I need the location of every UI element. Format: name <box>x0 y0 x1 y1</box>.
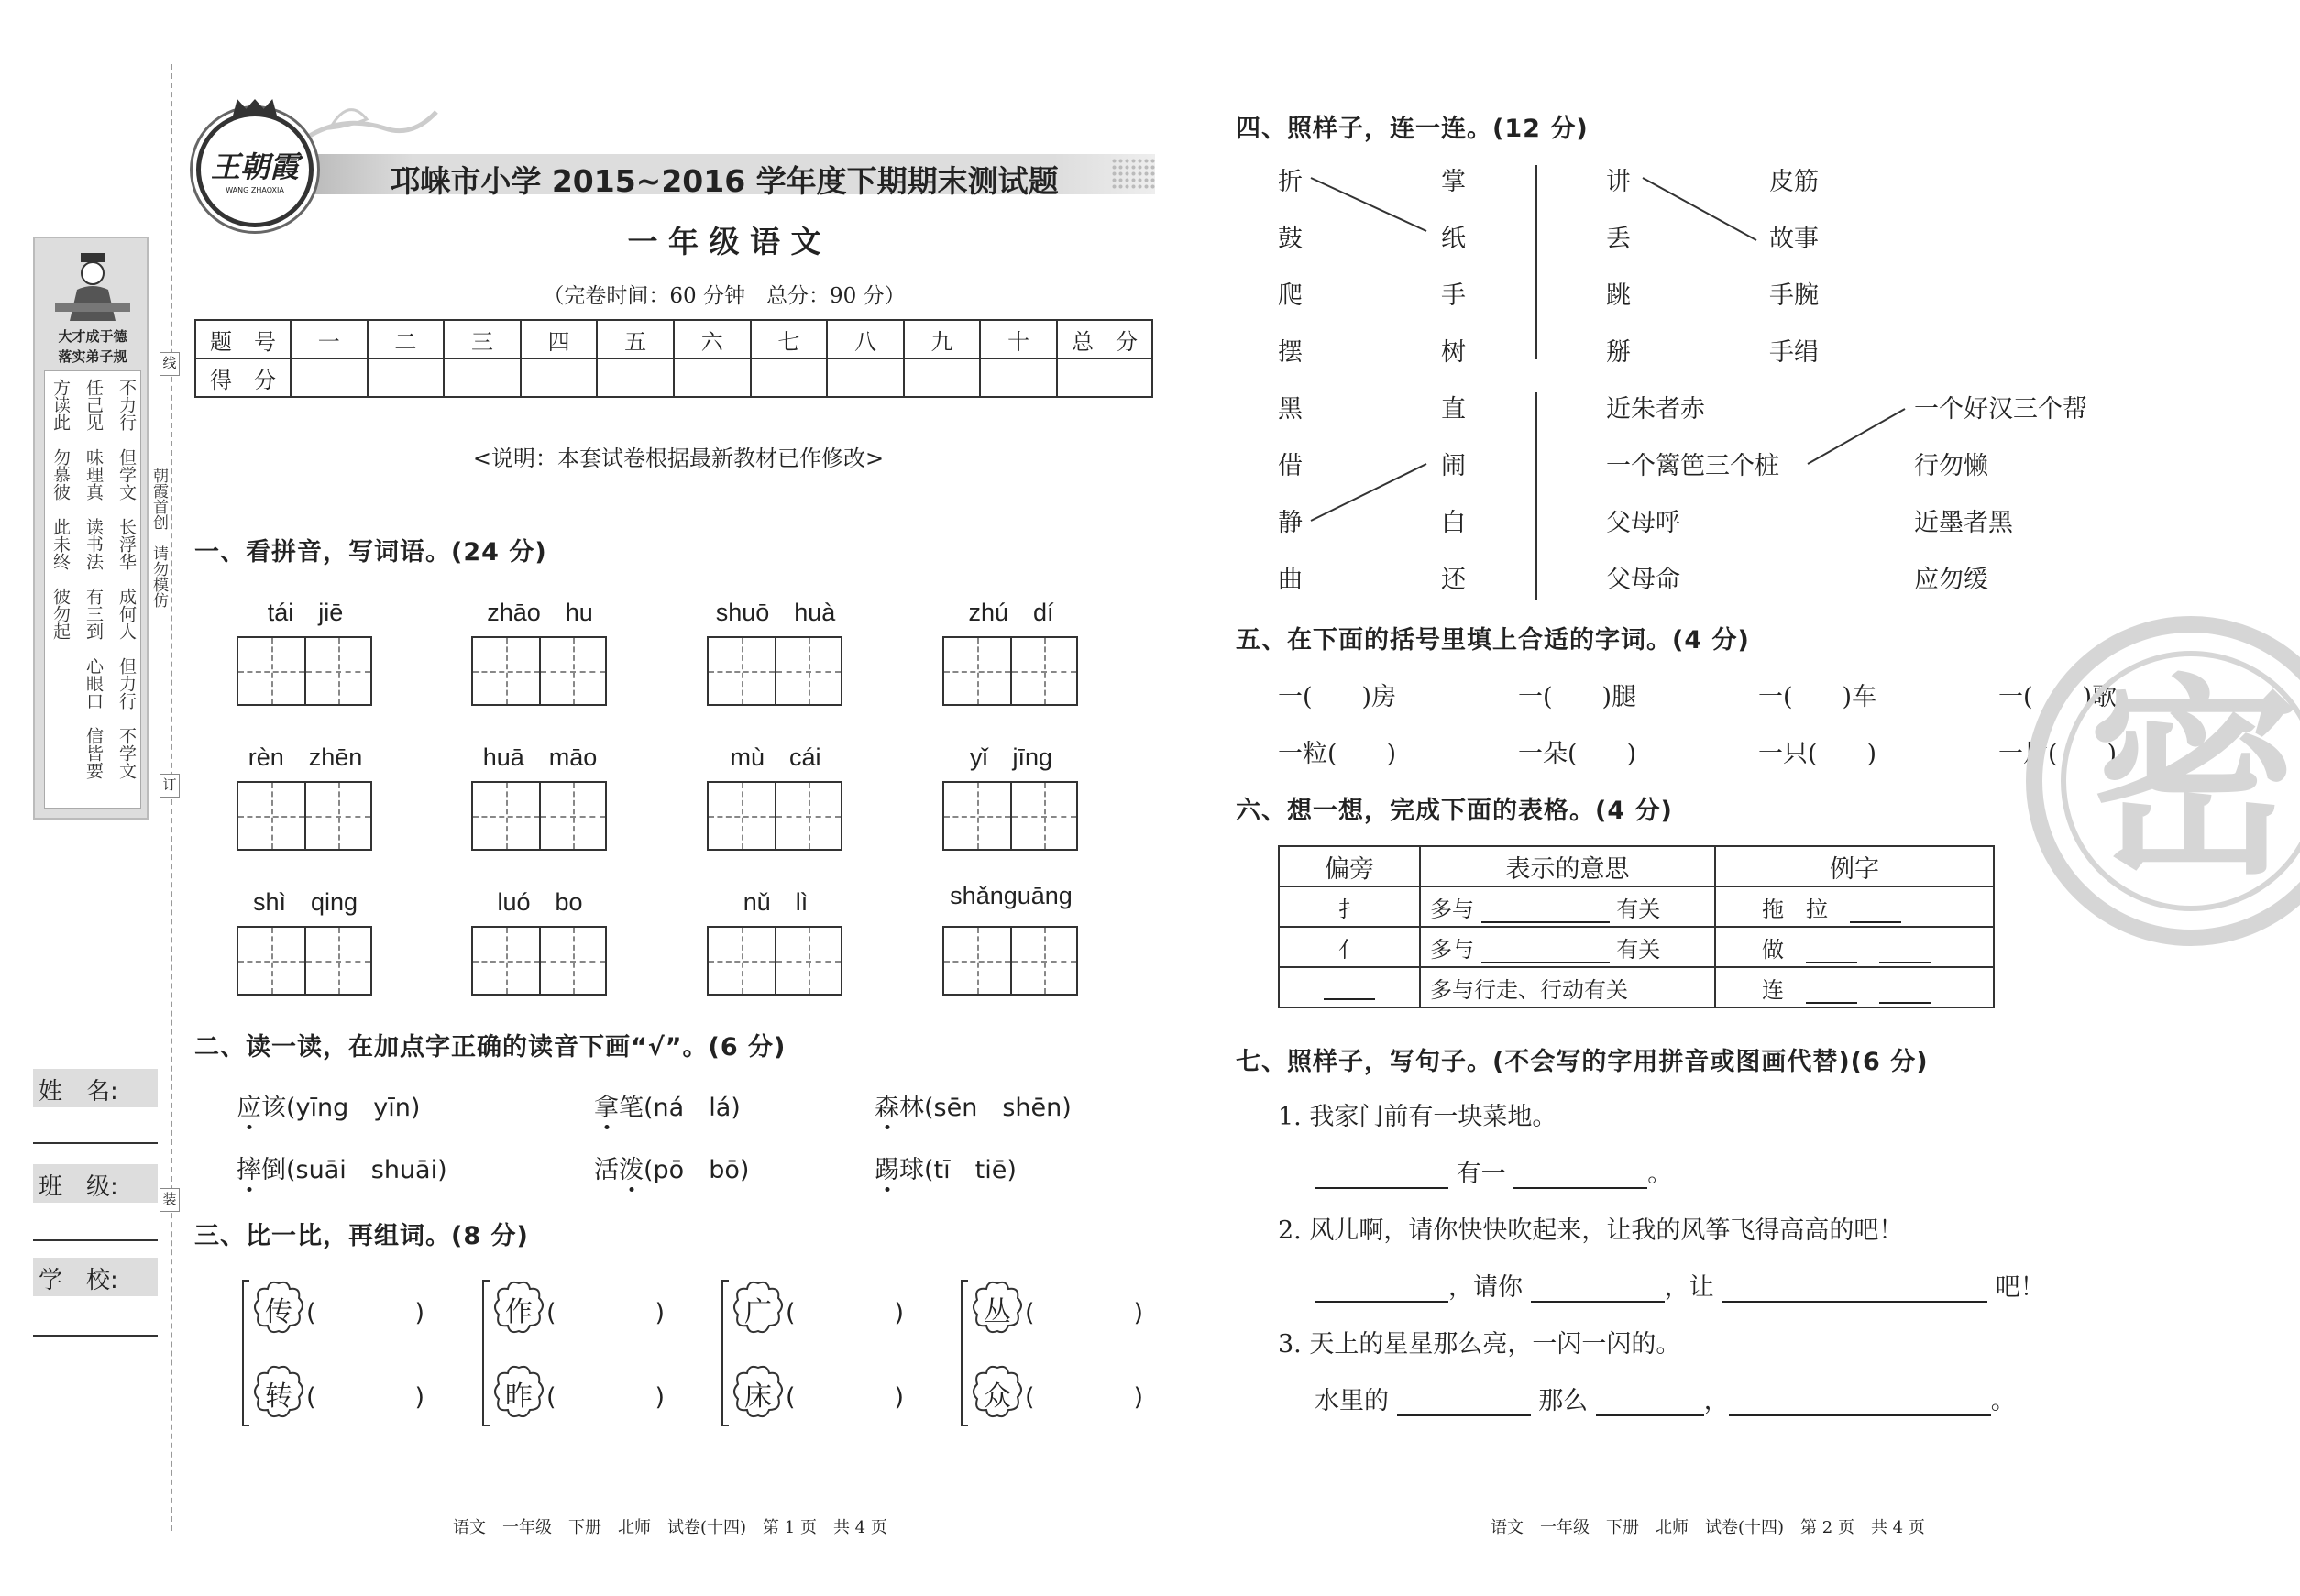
match-item[interactable]: 闹 <box>1441 452 1466 480</box>
q7-blank[interactable] <box>1722 1279 1987 1303</box>
compare-char: 昨 <box>505 1381 533 1413</box>
measure-word-item[interactable]: 一粒( ) <box>1278 740 1397 768</box>
score-entry-cell[interactable] <box>291 358 368 397</box>
motto-panel <box>33 237 149 820</box>
word-answer-paren[interactable]: ( ) <box>1025 1383 1144 1412</box>
compare-char: 丛 <box>984 1296 1011 1328</box>
pinyin-options[interactable]: 该(yīng yīn) <box>261 1094 421 1122</box>
writing-grid-cell[interactable] <box>1010 928 1076 994</box>
q6-header-meaning: 表示的意思 <box>1420 846 1715 886</box>
writing-grid-cell[interactable] <box>539 928 605 994</box>
score-table-header-cell: 四 <box>521 320 598 358</box>
writing-grid-cell[interactable] <box>304 638 370 704</box>
writing-grid-cell[interactable] <box>944 783 1010 849</box>
q4-divider-top <box>1535 165 1537 359</box>
match-item[interactable]: 直 <box>1441 395 1466 424</box>
score-table-header-cell: 九 <box>904 320 981 358</box>
q4-divider-bottom <box>1535 392 1537 600</box>
q7-sentence-2: 2. 风儿啊，请你快快吹起来，让我的风筝飞得高高的吧！ <box>1278 1216 1904 1245</box>
q5-title: 五、在下面的括号里填上合适的字词。(4 分) <box>1236 626 1750 655</box>
dotted-char: 拿 <box>594 1094 619 1122</box>
match-item[interactable]: 手绢 <box>1769 338 1819 367</box>
q4-line-zhe-zhi <box>1311 178 1426 231</box>
match-item[interactable]: 借 <box>1278 452 1303 480</box>
writing-grid-cell[interactable] <box>709 783 775 849</box>
writing-grid[interactable] <box>237 781 372 851</box>
score-entry-cell[interactable] <box>1057 358 1152 397</box>
measure-word-item[interactable]: 一( )车 <box>1758 683 1877 711</box>
footer-left: 语文 一年级 下册 北师 试卷(十四) 第 1 页 共 4 页 <box>453 1518 887 1537</box>
q6-table <box>1278 845 1995 1008</box>
writing-grid-cell[interactable] <box>775 783 841 849</box>
motto-column-3: 不力行 但学文 长浮华 成何人 但力行 不学文 <box>116 379 137 779</box>
q7-blank[interactable] <box>1397 1392 1531 1416</box>
word-answer-paren[interactable]: ( ) <box>306 1299 425 1327</box>
writing-grid-cell[interactable] <box>709 928 775 994</box>
score-table <box>194 319 1153 398</box>
measure-word-item[interactable]: 一朵( ) <box>1518 740 1637 768</box>
logo-text: 王朝霞 <box>210 149 299 184</box>
match-item[interactable]: 行勿懒 <box>1914 452 1988 480</box>
match-item[interactable]: 手腕 <box>1769 281 1819 310</box>
match-item[interactable]: 掌 <box>1441 168 1466 196</box>
pinyin-options[interactable]: 笔(ná lá) <box>619 1094 741 1122</box>
writing-grid[interactable] <box>237 636 372 706</box>
motto-column-2: 任己见 味理真 读书法 有三到 心眼口 信皆要 <box>83 379 104 779</box>
q6-blank[interactable] <box>1806 980 1857 1004</box>
score-entry-cell[interactable] <box>521 358 598 397</box>
writing-grid-cell[interactable] <box>473 928 539 994</box>
q6-radical: 扌 <box>1279 886 1420 927</box>
exam-subject: 一 年 级 语 文 <box>627 224 821 259</box>
q6-example: 连 <box>1715 967 1994 1007</box>
compare-char: 广 <box>744 1296 772 1328</box>
score-table-header-cell: 一 <box>291 320 368 358</box>
q3-title: 三、比一比，再组词。(8 分) <box>194 1222 529 1250</box>
q7-fill-2: ，请你 ，让 吧！ <box>1315 1267 2045 1303</box>
q7-blank[interactable] <box>1315 1279 1448 1303</box>
flower-frame <box>251 1280 306 1335</box>
writing-grid[interactable] <box>471 781 607 851</box>
score-table-header-cell: 六 <box>674 320 751 358</box>
q7-sentence-3: 3. 天上的星星那么亮，一闪一闪的。 <box>1278 1330 1681 1359</box>
writing-grid[interactable] <box>471 636 607 706</box>
pinyin-label: nǔ lì <box>743 888 809 916</box>
pronunciation-item <box>875 1087 1072 1123</box>
q6-example: 拖 拉 <box>1715 886 1994 927</box>
pinyin-label: tái jiē <box>267 599 344 626</box>
writing-grid-cell[interactable] <box>473 638 539 704</box>
match-item[interactable]: 折 <box>1278 168 1303 196</box>
match-item[interactable]: 掰 <box>1606 338 1631 367</box>
score-entry-cell[interactable] <box>751 358 828 397</box>
match-item[interactable]: 纸 <box>1441 225 1466 253</box>
match-item[interactable]: 静 <box>1278 509 1303 537</box>
exam-time-note: （完卷时间：60 分钟 总分：90 分） <box>543 284 906 308</box>
compare-char: 作 <box>505 1296 533 1328</box>
class-field[interactable] <box>33 1239 158 1241</box>
match-item[interactable]: 手 <box>1441 281 1466 310</box>
score-table-header-cell: 七 <box>751 320 828 358</box>
writing-grid-cell[interactable] <box>304 783 370 849</box>
flower-frame <box>491 1364 546 1419</box>
q6-row <box>1279 886 1994 927</box>
score-table-header-row <box>195 320 1152 358</box>
measure-word-item[interactable]: 一( )房 <box>1278 683 1397 711</box>
pinyin-label: mù cái <box>730 743 821 771</box>
q6-title: 六、想一想，完成下面的表格。(4 分) <box>1236 797 1673 825</box>
motto-column-1: 方读此 勿慕彼 此未终 彼勿起 <box>50 379 71 640</box>
match-item[interactable]: 近墨者黑 <box>1914 509 2013 537</box>
secret-stamp-text: 密 <box>2087 655 2299 903</box>
writing-grid[interactable] <box>942 636 1078 706</box>
match-item[interactable]: 丢 <box>1606 225 1631 253</box>
q6-meaning: 多与行走、行动有关 <box>1420 967 1715 1007</box>
match-item[interactable]: 皮筋 <box>1769 168 1819 196</box>
group-bracket <box>721 1280 729 1426</box>
writing-grid-cell[interactable] <box>709 638 775 704</box>
cut-mark-3: 装 <box>160 1188 180 1212</box>
score-entry-cell[interactable] <box>827 358 904 397</box>
q6-meaning: 多与 有关 <box>1420 927 1715 967</box>
writing-grid-cell[interactable] <box>775 638 841 704</box>
q7-title: 七、照样子，写句子。(不会写的字用拼音或图画代替)(6 分) <box>1236 1048 1929 1076</box>
q6-blank[interactable] <box>1481 899 1610 923</box>
group-bracket <box>482 1280 490 1426</box>
pinyin-label: huā māo <box>482 743 598 771</box>
pinyin-label: shuō huà <box>715 599 836 626</box>
q7-blank[interactable] <box>1531 1279 1665 1303</box>
match-item[interactable]: 近朱者赤 <box>1606 395 1705 424</box>
motto-box <box>44 370 141 809</box>
pinyin-label: luó bo <box>497 888 583 916</box>
writing-grid-cell[interactable] <box>304 928 370 994</box>
match-item[interactable]: 讲 <box>1606 168 1631 196</box>
score-table-header-cell: 二 <box>368 320 445 358</box>
q7-blank[interactable] <box>1513 1165 1647 1189</box>
pinyin-options[interactable]: 球(tī tiē) <box>899 1156 1017 1184</box>
score-table-header-cell: 总 分 <box>1057 320 1152 358</box>
pinyin-label: zhú dí <box>968 599 1054 626</box>
q6-row <box>1279 967 1994 1007</box>
writing-grid[interactable] <box>707 636 842 706</box>
dotted-char: 森 <box>875 1094 899 1122</box>
group-bracket <box>961 1280 968 1426</box>
q4-line-jing-nao <box>1311 464 1426 521</box>
measure-word-item[interactable]: 一( )歌 <box>1998 683 2118 711</box>
group-bracket <box>242 1280 249 1426</box>
q6-header-row <box>1279 846 1994 886</box>
dotted-char: 踢 <box>875 1156 899 1184</box>
motto-line-1: 大才成于德 <box>58 328 127 345</box>
dotted-char: 摔 <box>237 1156 261 1184</box>
writing-grid[interactable] <box>471 926 607 996</box>
score-table-header-cell: 十 <box>980 320 1057 358</box>
class-label: 班 级: <box>33 1164 158 1203</box>
match-item[interactable]: 应勿缓 <box>1914 566 1988 594</box>
score-entry-cell[interactable] <box>368 358 445 397</box>
writing-grid-cell[interactable] <box>775 928 841 994</box>
pinyin-options[interactable]: (pō bō) <box>644 1156 750 1184</box>
q6-row <box>1279 927 1994 967</box>
measure-word-item[interactable]: 一( )腿 <box>1518 683 1637 711</box>
match-item[interactable]: 还 <box>1441 566 1466 594</box>
school-label: 学 校: <box>33 1258 158 1296</box>
pronunciation-item <box>594 1150 749 1185</box>
footer-right: 语文 一年级 下册 北师 试卷(十四) 第 2 页 共 4 页 <box>1491 1518 1925 1537</box>
word-answer-paren[interactable]: ( ) <box>546 1299 666 1327</box>
q6-blank[interactable] <box>1850 899 1901 923</box>
match-item[interactable]: 黑 <box>1278 395 1303 424</box>
q4-line-jiang-gushi <box>1643 178 1756 240</box>
name-label: 姓 名: <box>33 1069 158 1107</box>
match-item[interactable]: 白 <box>1441 509 1466 537</box>
q6-radical-blank-cell <box>1279 967 1420 1007</box>
writing-grid-cell[interactable] <box>539 638 605 704</box>
pronunciation-item <box>594 1087 741 1123</box>
score-entry-cell[interactable] <box>980 358 1057 397</box>
binding-dashed-line <box>171 64 172 1531</box>
writing-grid[interactable] <box>707 781 842 851</box>
score-entry-cell[interactable] <box>904 358 981 397</box>
q7-fill-1: 有一 。 <box>1315 1153 1672 1189</box>
q6-example: 做 <box>1715 927 1994 967</box>
q6-header-example: 例字 <box>1715 846 1994 886</box>
q1-title: 一、看拼音，写词语。(24 分) <box>194 538 547 567</box>
writing-grid-cell[interactable] <box>238 783 304 849</box>
match-item[interactable]: 父母命 <box>1606 566 1680 594</box>
q6-blank[interactable] <box>1879 980 1931 1004</box>
score-table-header-cell: 八 <box>827 320 904 358</box>
pronunciation-item <box>237 1150 447 1185</box>
q7-fill-3: 水里的 那么 ， 。 <box>1315 1387 2016 1415</box>
q6-blank[interactable] <box>1879 940 1931 963</box>
score-entry-cell[interactable] <box>674 358 751 397</box>
flower-frame <box>970 1364 1025 1419</box>
q6-meaning: 多与 有关 <box>1420 886 1715 927</box>
writing-grid-cell[interactable] <box>1010 638 1076 704</box>
match-item[interactable]: 跳 <box>1606 281 1631 310</box>
q4-line-libagezhuang <box>1808 409 1905 464</box>
writing-grid[interactable] <box>942 926 1078 996</box>
measure-word-item[interactable]: 一只( ) <box>1758 740 1877 768</box>
exam-title: 邛崃市小学 2015~2016 学年度下期期末测试题 <box>390 163 1059 199</box>
pinyin-label: shǎnguāng <box>950 882 1073 909</box>
score-table-header-cell: 五 <box>597 320 674 358</box>
match-item[interactable]: 爬 <box>1278 281 1303 310</box>
q7-blank[interactable] <box>1315 1165 1448 1189</box>
q7-sentence-1: 1. 我家门前有一块菜地。 <box>1278 1103 1557 1131</box>
match-item[interactable]: 一个篱笆三个桩 <box>1606 452 1779 480</box>
pinyin-label: rèn zhēn <box>248 743 363 771</box>
score-table-row-label: 得 分 <box>195 358 291 397</box>
flower-frame <box>731 1364 786 1419</box>
match-item[interactable]: 一个好汉三个帮 <box>1914 395 2087 424</box>
writing-grid-cell[interactable] <box>539 783 605 849</box>
copyright-note: 朝霞首创 请勿模仿 <box>149 468 168 608</box>
word-answer-paren[interactable]: ( ) <box>786 1299 905 1327</box>
logo-subtext: WANG ZHAOXIA <box>226 186 284 194</box>
match-item[interactable]: 鼓 <box>1278 225 1303 253</box>
q7-blank[interactable] <box>1596 1392 1704 1416</box>
compare-char: 床 <box>744 1381 772 1413</box>
match-item[interactable]: 父母呼 <box>1606 509 1680 537</box>
revision-note: <说明：本套试卷根据最新教材已作修改> <box>472 446 885 471</box>
pronunciation-item <box>237 1087 420 1123</box>
score-table-score-row <box>195 358 1152 397</box>
q4-title: 四、照样子，连一连。(12 分) <box>1236 115 1589 143</box>
pronunciation-item <box>875 1150 1017 1185</box>
writing-grid-cell[interactable] <box>473 783 539 849</box>
motto-line-2: 落实弟子规 <box>58 348 127 365</box>
crown-icon <box>233 99 277 116</box>
q2-title: 二、读一读，在加点字正确的读音下画“√”。(6 分) <box>194 1033 787 1062</box>
word-answer-paren[interactable]: ( ) <box>546 1383 666 1412</box>
compare-char: 传 <box>265 1296 292 1328</box>
cut-mark-2: 订 <box>160 774 180 798</box>
q6-radical: 亻 <box>1279 927 1420 967</box>
pinyin-label: zhāo hu <box>487 599 593 626</box>
writing-grid[interactable] <box>237 926 372 996</box>
match-item[interactable]: 摆 <box>1278 338 1303 367</box>
pinyin-options[interactable]: 林(sēn shēn) <box>899 1094 1072 1122</box>
q6-blank[interactable] <box>1481 940 1610 963</box>
dotted-char: 泼 <box>619 1156 644 1184</box>
score-table-header-cell: 题 号 <box>195 320 291 358</box>
pinyin-label: yǐ jīng <box>969 743 1053 771</box>
writing-grid-cell[interactable] <box>1010 783 1076 849</box>
name-field[interactable] <box>33 1142 158 1144</box>
writing-grid[interactable] <box>707 926 842 996</box>
flower-frame <box>491 1280 546 1335</box>
flower-frame <box>731 1280 786 1335</box>
dotted-char: 应 <box>237 1094 261 1122</box>
logo-emblem <box>196 112 314 227</box>
match-item[interactable]: 树 <box>1441 338 1466 367</box>
school-field[interactable] <box>33 1335 158 1337</box>
score-entry-cell[interactable] <box>444 358 521 397</box>
scholar-illustration <box>51 248 134 323</box>
pinyin-options[interactable]: 倒(suāi shuāi) <box>261 1156 447 1184</box>
match-item[interactable]: 故事 <box>1769 225 1819 253</box>
char: 活 <box>594 1156 619 1184</box>
compare-char: 转 <box>265 1381 292 1413</box>
writing-grid[interactable] <box>942 781 1078 851</box>
match-item[interactable]: 曲 <box>1278 566 1303 594</box>
flower-frame <box>251 1364 306 1419</box>
secret-stamp <box>2026 616 2300 946</box>
measure-word-item[interactable]: 一片( ) <box>1998 740 2118 768</box>
score-table-header-cell: 三 <box>444 320 521 358</box>
word-answer-paren[interactable]: ( ) <box>786 1383 905 1412</box>
q6-blank[interactable] <box>1324 976 1375 1000</box>
word-answer-paren[interactable]: ( ) <box>1025 1299 1144 1327</box>
pinyin-label: shì qing <box>252 888 358 916</box>
writing-grid-cell[interactable] <box>944 928 1010 994</box>
writing-grid-cell[interactable] <box>944 638 1010 704</box>
score-entry-cell[interactable] <box>597 358 674 397</box>
cut-mark-1: 线 <box>160 352 180 376</box>
writing-grid-cell[interactable] <box>238 928 304 994</box>
q7-blank[interactable] <box>1729 1392 1991 1416</box>
word-answer-paren[interactable]: ( ) <box>306 1383 425 1412</box>
q6-header-radical: 偏旁 <box>1279 846 1420 886</box>
flower-frame <box>970 1280 1025 1335</box>
compare-char: 众 <box>984 1381 1011 1413</box>
writing-grid-cell[interactable] <box>238 638 304 704</box>
q6-blank[interactable] <box>1806 940 1857 963</box>
